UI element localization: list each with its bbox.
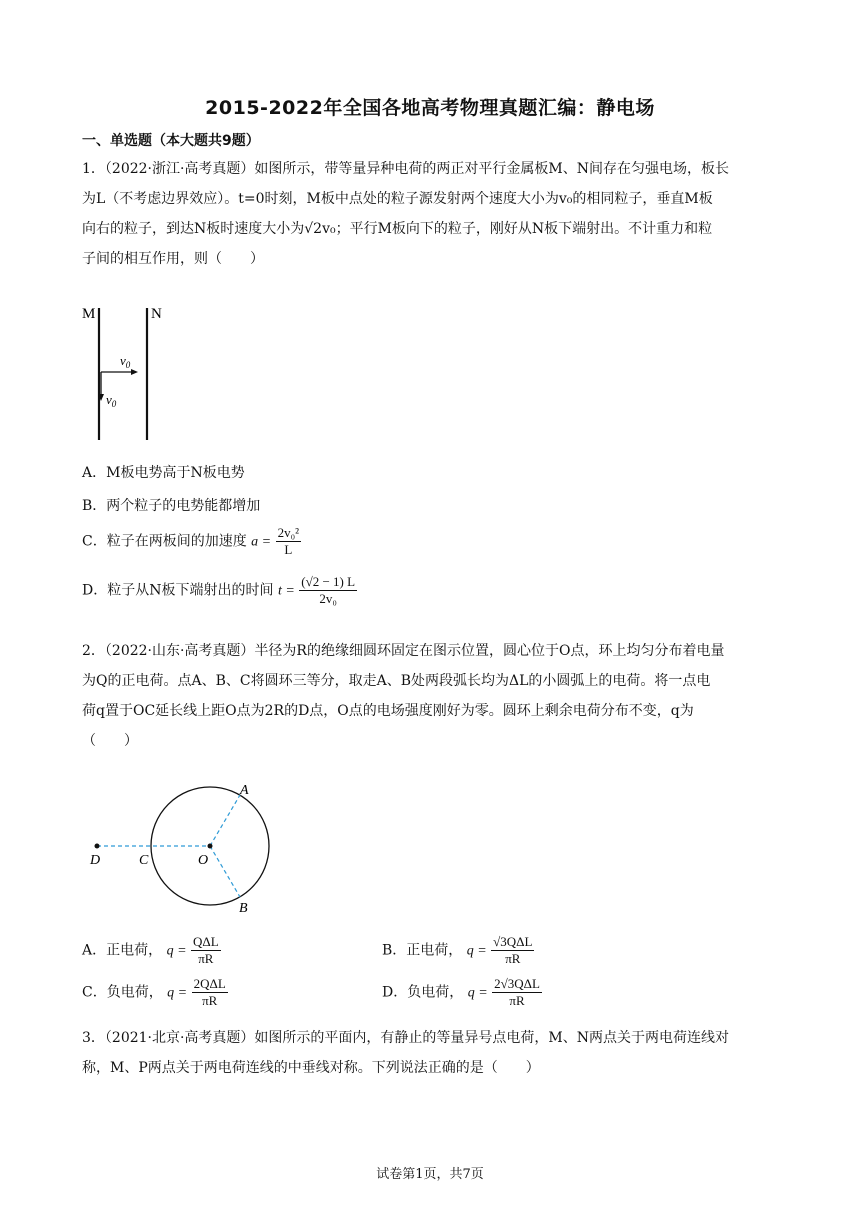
option-b-denominator: πR [505, 951, 521, 966]
option-a-prefix: A．正电荷， [82, 942, 163, 959]
option-d-numerator: 2√3QΔL [494, 976, 540, 991]
question-1-text [82, 154, 782, 274]
velocity-right-label: $v_0$ [120, 353, 131, 370]
question-1-line: 向右的粒子，到达N板时速度大小为√2v₀；平行M板向下的粒子，刚好从N板下端射出。不计重力和粒 [82, 221, 713, 237]
question-1-option-b: B．两个粒子的电势能都增加 [82, 498, 261, 514]
question-2-line: 荷q置于OC延长线上距O点为2R的D点，O点的电场强度刚好为零。圆环上剩余电荷分布不变，q为 [82, 703, 694, 719]
option-b-numerator: √3QΔL [493, 934, 533, 949]
question-1-line: 为L（不考虑边界效应）。t=0时刻，M板中点处的粒子源发射两个速度大小为v₀的相同粒子，垂直M板 [82, 191, 713, 207]
point-d [95, 844, 100, 849]
question-2-line: 2．（2022·山东·高考真题）半径为R的绝缘细圆环固定在图示位置，圆心位于O点，环上均匀分布着电量 [82, 643, 725, 659]
label-o: O [198, 853, 209, 868]
option-c-prefix: C．粒子在两板间的加速度 [82, 533, 247, 550]
option-c-lhs: q = [167, 985, 188, 1001]
option-b-fraction [491, 934, 534, 967]
question-2-line: 为Q的正电荷。点A、B、C将圆环三等分，取走A、B处两段弧长均为ΔL的小圆弧上的电荷。将一点电 [82, 673, 711, 689]
option-c-numerator: 2v₀² [277, 525, 300, 540]
page-footer: 试卷第1页，共7页 [376, 1167, 484, 1182]
question-1-figure [80, 300, 190, 445]
option-d-lhs: q = [467, 985, 488, 1001]
option-c-prefix: C．负电荷， [82, 984, 163, 1001]
question-1-option-d [82, 574, 357, 607]
option-d-numerator: (√2 − 1) L [301, 574, 356, 589]
question-1-line: 1．（2022·浙江·高考真题）如图所示，带等量异种电荷的两正对平行金属板M、N间存在匀强电场，板长 [82, 161, 730, 177]
question-2-option-a [82, 934, 221, 967]
option-d-prefix: D．负电荷， [382, 984, 464, 1001]
section-heading: 一、单选题（本大题共9题） [82, 133, 260, 149]
option-a-numerator: QΔL [192, 934, 219, 949]
question-3-text [82, 1023, 782, 1083]
label-d: D [90, 853, 101, 868]
option-c-fraction [192, 976, 228, 1009]
plate-m-label: M [82, 306, 96, 322]
option-b-lhs: q = [466, 943, 487, 959]
option-c-lhs: a = [251, 534, 272, 550]
question-2-option-d [382, 976, 542, 1009]
document-title: 2015-2022年全国各地高考物理真题汇编：静电场 [205, 97, 655, 119]
option-a-denominator: πR [198, 951, 214, 966]
option-c-fraction [276, 525, 301, 558]
question-1-option-c [82, 525, 301, 558]
question-2-line: （ ） [82, 733, 138, 749]
option-c-denominator: L [284, 542, 293, 557]
question-3-line: 3．（2021·北京·高考真题）如图所示的平面内，有静止的等量异号点电荷，M、N两点关于两电荷连线对 [82, 1030, 730, 1046]
option-c-numerator: 2QΔL [193, 976, 226, 991]
question-1-option-a: A．M板电势高于N板电势 [82, 465, 245, 481]
option-a-lhs: q = [166, 943, 187, 959]
label-c: C [139, 853, 149, 868]
label-a: A [240, 783, 249, 798]
option-a-fraction [191, 934, 221, 967]
arrow-right-icon [131, 369, 138, 375]
option-d-lhs: t = [277, 583, 295, 599]
option-d-fraction [492, 976, 542, 1009]
plate-n-label: N [151, 306, 162, 322]
question-2-option-b [382, 934, 534, 967]
option-d-prefix: D．粒子从N板下端射出的时间 [82, 582, 274, 599]
dashed-ob-line [210, 846, 240, 897]
option-d-fraction [299, 574, 357, 607]
option-b-prefix: B．正电荷， [382, 942, 463, 959]
option-d-denominator: 2v₀ [319, 591, 337, 606]
question-2-text [82, 636, 782, 756]
question-2-option-c [82, 976, 228, 1009]
dashed-oa-line [210, 795, 240, 846]
question-1-line: 子间的相互作用，则（ ） [82, 251, 264, 267]
question-3-line: 称，M、P两点关于两电荷连线的中垂线对称。下列说法正确的是（ ） [82, 1060, 540, 1076]
question-2-figure [80, 775, 290, 915]
option-d-denominator: πR [509, 993, 525, 1008]
point-o [208, 844, 213, 849]
label-b: B [239, 901, 248, 915]
option-c-denominator: πR [202, 993, 218, 1008]
velocity-down-label: $v_0$ [106, 392, 117, 409]
